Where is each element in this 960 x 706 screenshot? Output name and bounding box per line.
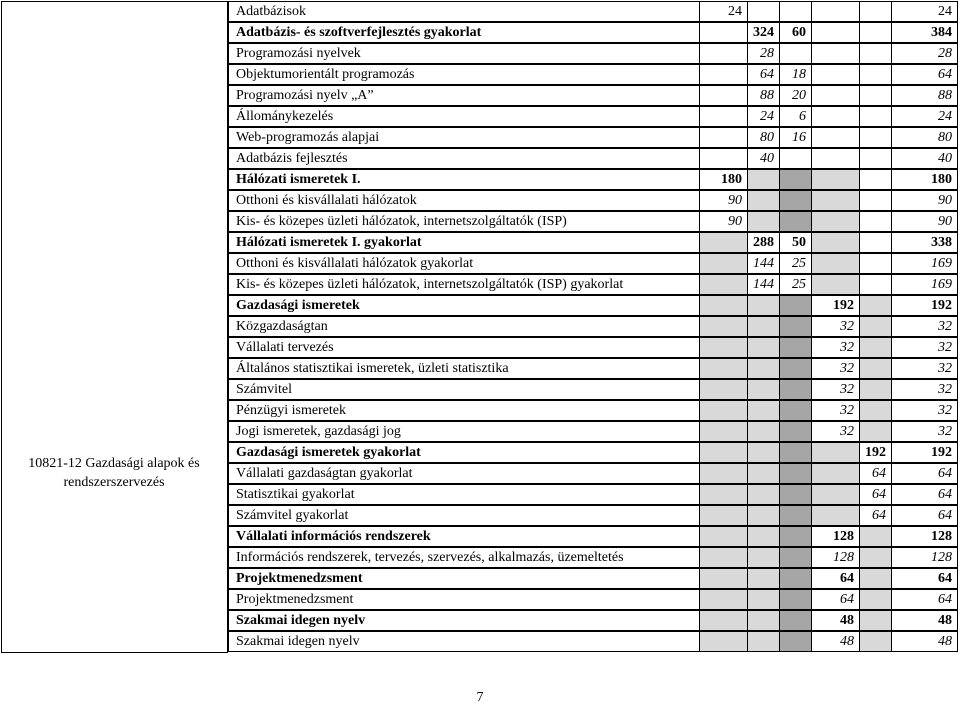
subject-name: Állománykezelés (228, 106, 700, 127)
subject-name: Gazdasági ismeretek (228, 295, 700, 316)
hours-total: 64 (892, 64, 958, 85)
hours-c3 (780, 505, 812, 526)
hours-c5 (860, 274, 892, 295)
hours-c2: 40 (748, 148, 780, 169)
hours-c5 (860, 568, 892, 589)
hours-c2 (748, 526, 780, 547)
subject-name: Programozási nyelv „A” (228, 85, 700, 106)
hours-c5 (860, 337, 892, 358)
hours-c2: 324 (748, 22, 780, 43)
hours-total: 64 (892, 484, 958, 505)
subject-name: Projektmenedzsment (228, 568, 700, 589)
hours-total: 64 (892, 568, 958, 589)
hours-c3 (780, 421, 812, 442)
hours-c2 (748, 295, 780, 316)
subject-name: Szakmai idegen nyelv (228, 631, 700, 652)
hours-c1 (700, 106, 748, 127)
hours-c1 (700, 463, 748, 484)
hours-c4 (812, 232, 860, 253)
hours-c3 (780, 547, 812, 568)
hours-c5 (860, 400, 892, 421)
hours-total: 169 (892, 274, 958, 295)
hours-c5 (860, 526, 892, 547)
hours-c2 (748, 442, 780, 463)
hours-c4 (812, 190, 860, 211)
subject-name: Programozási nyelvek (228, 43, 700, 64)
subject-name: Vállalati információs rendszerek (228, 526, 700, 547)
hours-total: 48 (892, 631, 958, 652)
subject-name: Web-programozás alapjai (228, 127, 700, 148)
hours-c3 (780, 400, 812, 421)
hours-c4 (812, 127, 860, 148)
hours-c5 (860, 1, 892, 22)
hours-c3 (780, 337, 812, 358)
hours-c4: 128 (812, 526, 860, 547)
hours-c2 (748, 190, 780, 211)
hours-c4: 48 (812, 631, 860, 652)
hours-c4 (812, 484, 860, 505)
hours-total: 192 (892, 442, 958, 463)
hours-c3 (780, 295, 812, 316)
subject-name: Hálózati ismeretek I. gyakorlat (228, 232, 700, 253)
hours-c4: 128 (812, 547, 860, 568)
hours-c1 (700, 43, 748, 64)
hours-c5 (860, 85, 892, 106)
hours-c3: 20 (780, 85, 812, 106)
hours-c2: 28 (748, 43, 780, 64)
hours-c2 (748, 589, 780, 610)
hours-c2 (748, 568, 780, 589)
hours-total: 28 (892, 43, 958, 64)
subject-name: Vállalati gazdaságtan gyakorlat (228, 463, 700, 484)
hours-c1 (700, 22, 748, 43)
hours-total: 192 (892, 295, 958, 316)
hours-c1: 180 (700, 169, 748, 190)
hours-total: 64 (892, 589, 958, 610)
hours-c1: 90 (700, 211, 748, 232)
hours-total: 90 (892, 190, 958, 211)
hours-c5: 192 (860, 442, 892, 463)
hours-c4: 32 (812, 358, 860, 379)
hours-c5: 64 (860, 463, 892, 484)
hours-c3: 6 (780, 106, 812, 127)
hours-c5 (860, 589, 892, 610)
hours-c5 (860, 379, 892, 400)
hours-c3 (780, 631, 812, 652)
subject-name: Gazdasági ismeretek gyakorlat (228, 442, 700, 463)
hours-c1 (700, 127, 748, 148)
hours-c1 (700, 400, 748, 421)
hours-c3 (780, 610, 812, 631)
hours-c4 (812, 463, 860, 484)
hours-total: 32 (892, 400, 958, 421)
hours-c4: 32 (812, 421, 860, 442)
hours-c4 (812, 505, 860, 526)
hours-c1 (700, 484, 748, 505)
hours-c4: 48 (812, 610, 860, 631)
hours-total: 80 (892, 127, 958, 148)
hours-c4 (812, 148, 860, 169)
hours-c1 (700, 295, 748, 316)
hours-c1 (700, 631, 748, 652)
hours-c2: 144 (748, 253, 780, 274)
hours-c3: 25 (780, 274, 812, 295)
hours-c4: 192 (812, 295, 860, 316)
subject-name: Hálózati ismeretek I. (228, 169, 700, 190)
hours-c5 (860, 148, 892, 169)
hours-c1 (700, 589, 748, 610)
hours-c1 (700, 442, 748, 463)
hours-total: 24 (892, 106, 958, 127)
subject-name: Pénzügyi ismeretek (228, 400, 700, 421)
hours-c2 (748, 379, 780, 400)
hours-c4: 64 (812, 568, 860, 589)
hours-c1 (700, 232, 748, 253)
hours-c4 (812, 169, 860, 190)
hours-c1 (700, 85, 748, 106)
hours-c5: 64 (860, 505, 892, 526)
subject-name: Információs rendszerek, tervezés, szervezés, alkalmazás, üzemeltetés (228, 547, 700, 568)
hours-c1 (700, 421, 748, 442)
subject-name: Adatbázis fejlesztés (228, 148, 700, 169)
hours-c4: 32 (812, 316, 860, 337)
hours-c3: 16 (780, 127, 812, 148)
hours-total: 90 (892, 211, 958, 232)
hours-c1 (700, 610, 748, 631)
hours-c5 (860, 610, 892, 631)
hours-c2 (748, 169, 780, 190)
hours-c4: 32 (812, 337, 860, 358)
hours-c3 (780, 169, 812, 190)
hours-c4 (812, 253, 860, 274)
hours-c2 (748, 610, 780, 631)
hours-c5 (860, 211, 892, 232)
hours-c2 (748, 421, 780, 442)
subject-name: Otthoni és kisvállalati hálózatok gyakorlat (228, 253, 700, 274)
hours-total: 32 (892, 421, 958, 442)
subject-name: Számvitel gyakorlat (228, 505, 700, 526)
hours-total: 88 (892, 85, 958, 106)
hours-c5 (860, 64, 892, 85)
hours-c1 (700, 379, 748, 400)
hours-c5 (860, 316, 892, 337)
hours-c5 (860, 253, 892, 274)
hours-c3 (780, 484, 812, 505)
hours-c3 (780, 190, 812, 211)
hours-total: 180 (892, 169, 958, 190)
hours-c1: 90 (700, 190, 748, 211)
hours-c5 (860, 232, 892, 253)
hours-c1 (700, 64, 748, 85)
hours-total: 32 (892, 379, 958, 400)
hours-c2 (748, 505, 780, 526)
subject-name: Vállalati tervezés (228, 337, 700, 358)
hours-c1 (700, 505, 748, 526)
hours-c4: 32 (812, 400, 860, 421)
subject-name: Projektmenedzsment (228, 589, 700, 610)
hours-total: 169 (892, 253, 958, 274)
hours-c5: 64 (860, 484, 892, 505)
hours-c5 (860, 295, 892, 316)
hours-c3 (780, 463, 812, 484)
hours-c4 (812, 106, 860, 127)
hours-c3 (780, 526, 812, 547)
subject-name: Általános statisztikai ismeretek, üzleti statisztika (228, 358, 700, 379)
hours-c5 (860, 43, 892, 64)
hours-c3 (780, 442, 812, 463)
hours-c2 (748, 400, 780, 421)
hours-c4: 32 (812, 379, 860, 400)
hours-c3 (780, 358, 812, 379)
page-number: 7 (476, 690, 484, 705)
hours-c1 (700, 316, 748, 337)
hours-c1 (700, 148, 748, 169)
subject-name: Szakmai idegen nyelv (228, 610, 700, 631)
hours-total: 48 (892, 610, 958, 631)
hours-total: 128 (892, 526, 958, 547)
hours-total: 40 (892, 148, 958, 169)
hours-total: 338 (892, 232, 958, 253)
subject-name: Otthoni és kisvállalati hálózatok (228, 190, 700, 211)
subject-name: Közgazdaságtan (228, 316, 700, 337)
hours-c4 (812, 211, 860, 232)
hours-c3 (780, 1, 812, 22)
hours-c3 (780, 43, 812, 64)
hours-c2: 144 (748, 274, 780, 295)
hours-c3: 50 (780, 232, 812, 253)
hours-c4 (812, 85, 860, 106)
hours-total: 64 (892, 463, 958, 484)
hours-c3: 60 (780, 22, 812, 43)
hours-c1 (700, 337, 748, 358)
hours-c5 (860, 421, 892, 442)
hours-total: 32 (892, 358, 958, 379)
subject-name: Adatbázisok (228, 1, 700, 22)
hours-c1 (700, 568, 748, 589)
hours-c2 (748, 484, 780, 505)
hours-c1 (700, 526, 748, 547)
hours-c2 (748, 337, 780, 358)
hours-c4 (812, 43, 860, 64)
hours-c5 (860, 22, 892, 43)
subject-name: Statisztikai gyakorlat (228, 484, 700, 505)
hours-total: 24 (892, 1, 958, 22)
hours-c1 (700, 253, 748, 274)
hours-c2 (748, 547, 780, 568)
hours-total: 384 (892, 22, 958, 43)
hours-c4 (812, 22, 860, 43)
module-label: 10821-12 Gazdasági alapok és rendszerszervezés (28, 456, 200, 490)
subject-name: Objektumorientált programozás (228, 64, 700, 85)
hours-c3 (780, 589, 812, 610)
hours-c1: 24 (700, 1, 748, 22)
hours-c2 (748, 631, 780, 652)
hours-c5 (860, 358, 892, 379)
hours-c4: 64 (812, 589, 860, 610)
hours-c5 (860, 106, 892, 127)
hours-c2: 288 (748, 232, 780, 253)
hours-total: 32 (892, 337, 958, 358)
hours-c2 (748, 463, 780, 484)
hours-c2 (748, 211, 780, 232)
hours-c1 (700, 547, 748, 568)
hours-c5 (860, 547, 892, 568)
hours-c5 (860, 631, 892, 652)
hours-c1 (700, 274, 748, 295)
hours-c2 (748, 316, 780, 337)
subject-name: Jogi ismeretek, gazdasági jog (228, 421, 700, 442)
hours-c4 (812, 442, 860, 463)
hours-c2: 64 (748, 64, 780, 85)
subject-name: Kis- és közepes üzleti hálózatok, internetszolgáltatók (ISP) gyakorlat (228, 274, 700, 295)
hours-c4 (812, 64, 860, 85)
hours-c5 (860, 190, 892, 211)
hours-c3 (780, 211, 812, 232)
hours-total: 32 (892, 316, 958, 337)
hours-c1 (700, 358, 748, 379)
hours-c5 (860, 127, 892, 148)
subject-name: Adatbázis- és szoftverfejlesztés gyakorlat (228, 22, 700, 43)
hours-c3 (780, 379, 812, 400)
hours-c4 (812, 1, 860, 22)
hours-c2 (748, 1, 780, 22)
hours-c2: 88 (748, 85, 780, 106)
hours-total: 128 (892, 547, 958, 568)
hours-c2: 80 (748, 127, 780, 148)
hours-c3 (780, 148, 812, 169)
hours-c5 (860, 169, 892, 190)
subject-name: Számvitel (228, 379, 700, 400)
hours-c3 (780, 316, 812, 337)
hours-c2 (748, 358, 780, 379)
hours-c4 (812, 274, 860, 295)
hours-c2: 24 (748, 106, 780, 127)
hours-total: 64 (892, 505, 958, 526)
hours-c3: 25 (780, 253, 812, 274)
hours-c3: 18 (780, 64, 812, 85)
hours-c3 (780, 568, 812, 589)
subject-name: Kis- és közepes üzleti hálózatok, internetszolgáltatók (ISP) (228, 211, 700, 232)
